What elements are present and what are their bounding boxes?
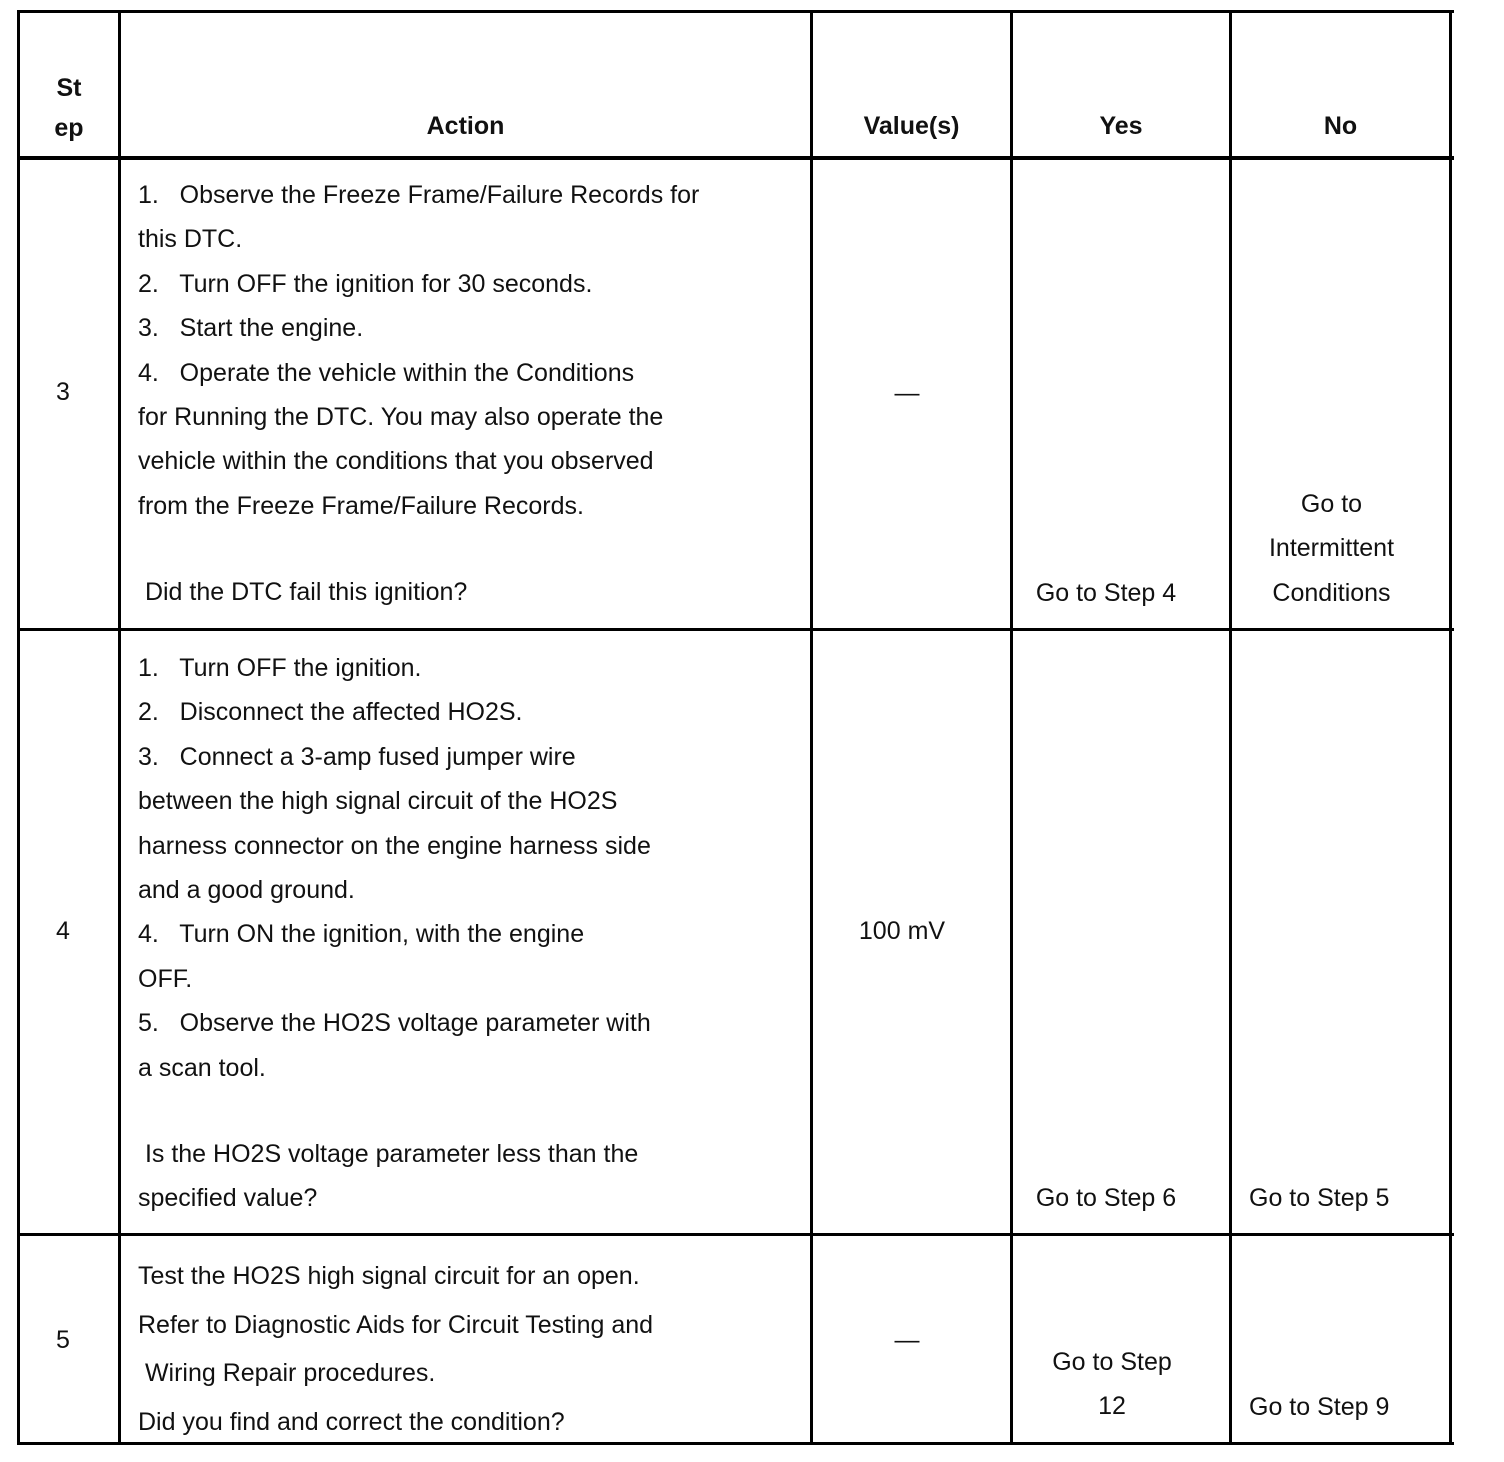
action-line: vehicle within the conditions that you observed xyxy=(138,447,654,476)
header-no: No xyxy=(1323,112,1358,140)
action-question: specified value? xyxy=(138,1184,318,1213)
action-line: 3. Start the engine. xyxy=(138,314,364,343)
yes-line: 12 xyxy=(1098,1392,1126,1421)
header-values: Value(s) xyxy=(863,112,960,140)
no-line: Conditions xyxy=(1272,578,1391,607)
action-line: Wiring Repair procedures. xyxy=(138,1359,436,1387)
step-number: 4 xyxy=(56,917,70,945)
action-step-5 xyxy=(138,1252,808,1446)
action-line: 4. Turn ON the ignition, with the engine xyxy=(138,920,585,949)
yes-step-4: Go to Step 6 xyxy=(1035,1184,1177,1212)
col-divider-step xyxy=(118,10,121,1445)
table-border-right xyxy=(1449,10,1452,1445)
action-step-3 xyxy=(138,173,808,615)
action-line: Test the HO2S high signal circuit for an open. xyxy=(138,1262,640,1290)
action-question: Is the HO2S voltage parameter less than the xyxy=(138,1140,639,1169)
col-divider-action xyxy=(810,10,813,1445)
value-step-4: 100 mV xyxy=(858,917,946,945)
action-line: 1. Turn OFF the ignition. xyxy=(138,654,422,682)
action-line: Refer to Diagnostic Aids for Circuit Testing and xyxy=(138,1310,654,1339)
header-yes: Yes xyxy=(1099,112,1143,140)
no-line: Intermittent xyxy=(1268,534,1395,563)
no-step-3 xyxy=(1232,482,1431,615)
action-line: 2. Turn OFF the ignition for 30 seconds. xyxy=(138,269,593,298)
action-line: OFF. xyxy=(138,964,193,993)
blank-line xyxy=(138,528,808,570)
diagnostic-table xyxy=(17,10,1454,1445)
header-step-line1: St xyxy=(56,74,82,102)
table-border-left xyxy=(17,10,20,1445)
header-step xyxy=(20,68,118,148)
action-line: from the Freeze Frame/Failure Records. xyxy=(138,491,584,520)
header-divider xyxy=(17,156,1454,160)
col-divider-yes xyxy=(1229,10,1232,1445)
yes-step-3: Go to Step 4 xyxy=(1035,579,1177,607)
no-step-4: Go to Step 5 xyxy=(1249,1184,1390,1212)
blank-line xyxy=(138,1090,808,1132)
action-line: Did you find and correct the condition? xyxy=(138,1407,565,1436)
header-action: Action xyxy=(426,112,505,140)
row-divider-4 xyxy=(17,1233,1454,1236)
action-line: 3. Connect a 3-amp fused jumper wire xyxy=(138,742,576,771)
no-step-5: Go to Step 9 xyxy=(1249,1393,1390,1421)
action-step-4 xyxy=(138,646,808,1221)
action-line: between the high signal circuit of the HO2S xyxy=(138,787,618,816)
action-line: 1. Observe the Freeze Frame/Failure Records for xyxy=(138,181,700,209)
row-divider-3 xyxy=(17,628,1454,631)
step-number: 3 xyxy=(56,378,70,406)
action-line: 5. Observe the HO2S voltage parameter with xyxy=(138,1009,651,1038)
table-border-top xyxy=(17,10,1454,13)
col-divider-value xyxy=(1010,10,1013,1445)
action-line: 4. Operate the vehicle within the Conditions xyxy=(138,358,635,387)
yes-line: Go to Step xyxy=(1052,1348,1172,1376)
action-line: harness connector on the engine harness side xyxy=(138,831,651,860)
value-step-5: — xyxy=(894,1326,920,1354)
action-line: for Running the DTC. You may also operate the xyxy=(138,403,664,432)
header-step-line2: ep xyxy=(54,114,84,142)
yes-step-5 xyxy=(1027,1340,1197,1429)
step-number: 5 xyxy=(56,1326,70,1354)
action-line: and a good ground. xyxy=(138,876,355,905)
action-question: Did the DTC fail this ignition? xyxy=(138,578,468,607)
action-line: a scan tool. xyxy=(138,1053,266,1082)
no-line: Go to xyxy=(1300,490,1363,518)
action-line: this DTC. xyxy=(138,225,243,254)
action-line: 2. Disconnect the affected HO2S. xyxy=(138,698,523,727)
value-step-3: — xyxy=(894,379,920,407)
